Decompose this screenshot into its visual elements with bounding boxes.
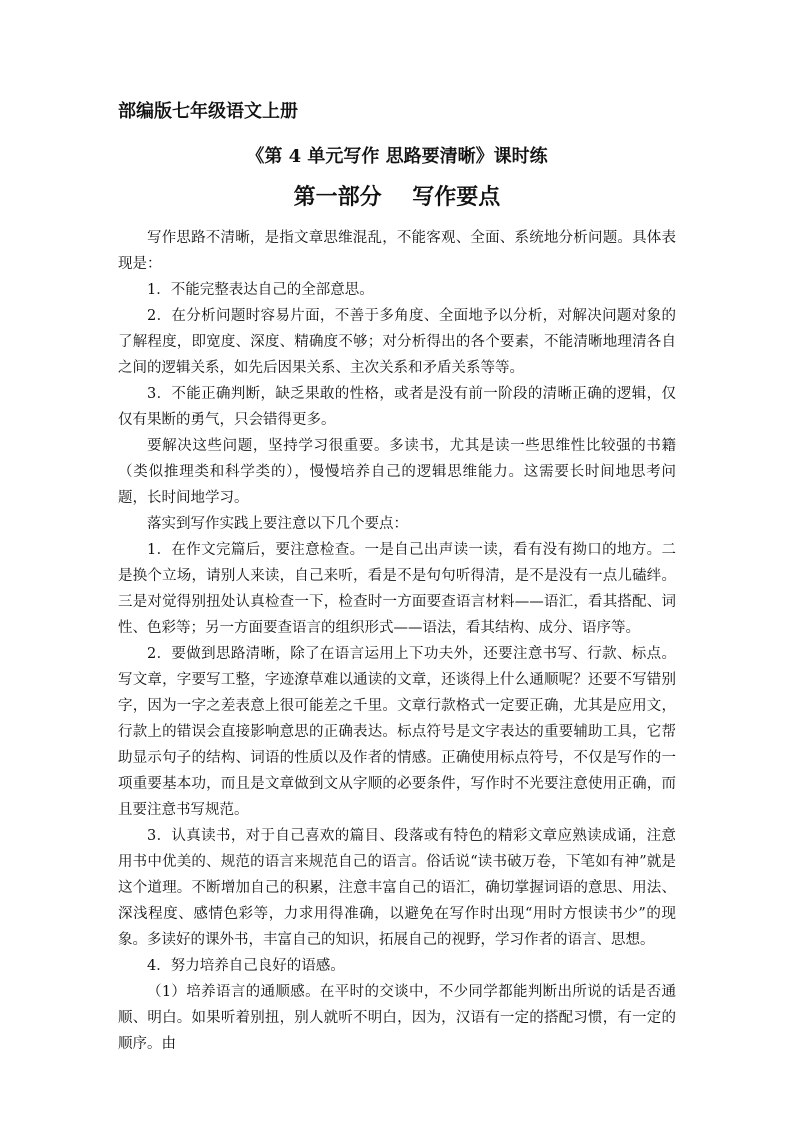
paragraph-practice-2: 2．要做到思路清晰，除了在语言运用上下功夫外，还要注意书写、行款、标点。写文章，字要写工整，字迹潦草难以通读的文章，还谈得上什么通顺呢？还要不写错别字，因为一字之差表意上很可能差之千里。文章行款格式一定要正确，尤其是应用文，行款上的错误会直接影响意思的正确表达。标点符号是文字表达的重要辅助工具，它帮助显示句子的结构、词语的性质以及作者的情感。正确使用标点符号，不仅是写作的一项重要基本功，而且是文章做到文从字顺的必要条件，写作时不光要注意使用正确，而且要注意书写规范。: [118, 646, 676, 818]
body-text: [118, 225, 676, 1057]
paragraph-point-2: 2．在分析问题时容易片面，不善于多角度、全面地予以分析，对解决问题对象的了解程度，即宽度、深度、精确度不够；对分析得出的各个要素，不能清晰地理清各自之间的逻辑关系，如先后因果关系、主次关系和矛盾关系等等。: [118, 308, 676, 376]
paragraph-point-1: 1．不能完整表达自己的全部意思。: [147, 282, 374, 298]
paragraph-practice-intro: 落实到写作实践上要注意以下几个要点：: [147, 516, 408, 532]
section-heading: 第一部分 写作要点: [293, 184, 501, 210]
paragraph-practice-3: 3．认真读书，对于自己喜欢的篇目、段落或有特色的精彩文章应熟读成诵，注意用书中优美的、规范的语言来规范自己的语言。俗话说“读书破万卷，下笔如有神”就是这个道理。不断增加自己的积累，注意丰富自己的语汇，确切掌握词语的意思、用法、深浅程度、感情色彩等，力求用得准确，以避免在写作时出现“用时方恨读书少”的现象。多读好的课外书，丰富自己的知识，拓展自己的视野，学习作者的语言、思想。: [118, 828, 676, 948]
paragraph-point-3: 3．不能正确判断，缺乏果敢的性格，或者是没有前一阶段的清晰正确的逻辑，仅仅有果断的勇气，只会错得更多。: [118, 386, 676, 428]
paragraph-sub-1: （1）培养语言的通顺感。在平时的交谈中，不少同学都能判断出所说的话是否通顺、明白。如果听着别扭，别人就听不明白，因为，汉语有一定的搭配习惯，有一定的顺序。由: [118, 984, 676, 1052]
lesson-title: 《第 4 单元写作 思路要清晰》课时练: [246, 146, 548, 167]
paragraph-practice-4: 4．努力培养自己良好的语感。: [147, 958, 345, 974]
textbook-header: 部编版七年级语文上册: [118, 101, 298, 122]
paragraph-solution: 要解决这些问题，坚持学习很重要。多读书，尤其是读一些思维性比较强的书籍（类似推理类和科学类的），慢慢培养自己的逻辑思维能力。这需要长时间地思考问题，长时间地学习。: [118, 438, 676, 506]
paragraph-intro: 写作思路不清晰，是指文章思维混乱，不能客观、全面、系统地分析问题。具体表现是：: [118, 230, 676, 272]
paragraph-practice-1: 1．在作文完篇后，要注意检查。一是自己出声读一读，看有没有拗口的地方。二是换个立场，请别人来读，自己来听，看是不是句句听得清，是不是没有一点儿磕绊。三是对觉得别扭处认真检查一下，检查时一方面要查语言材料——语汇，看其搭配、词性、色彩等；另一方面要查语言的组织形式——语法，看其结构、成分、语序等。: [118, 542, 676, 636]
